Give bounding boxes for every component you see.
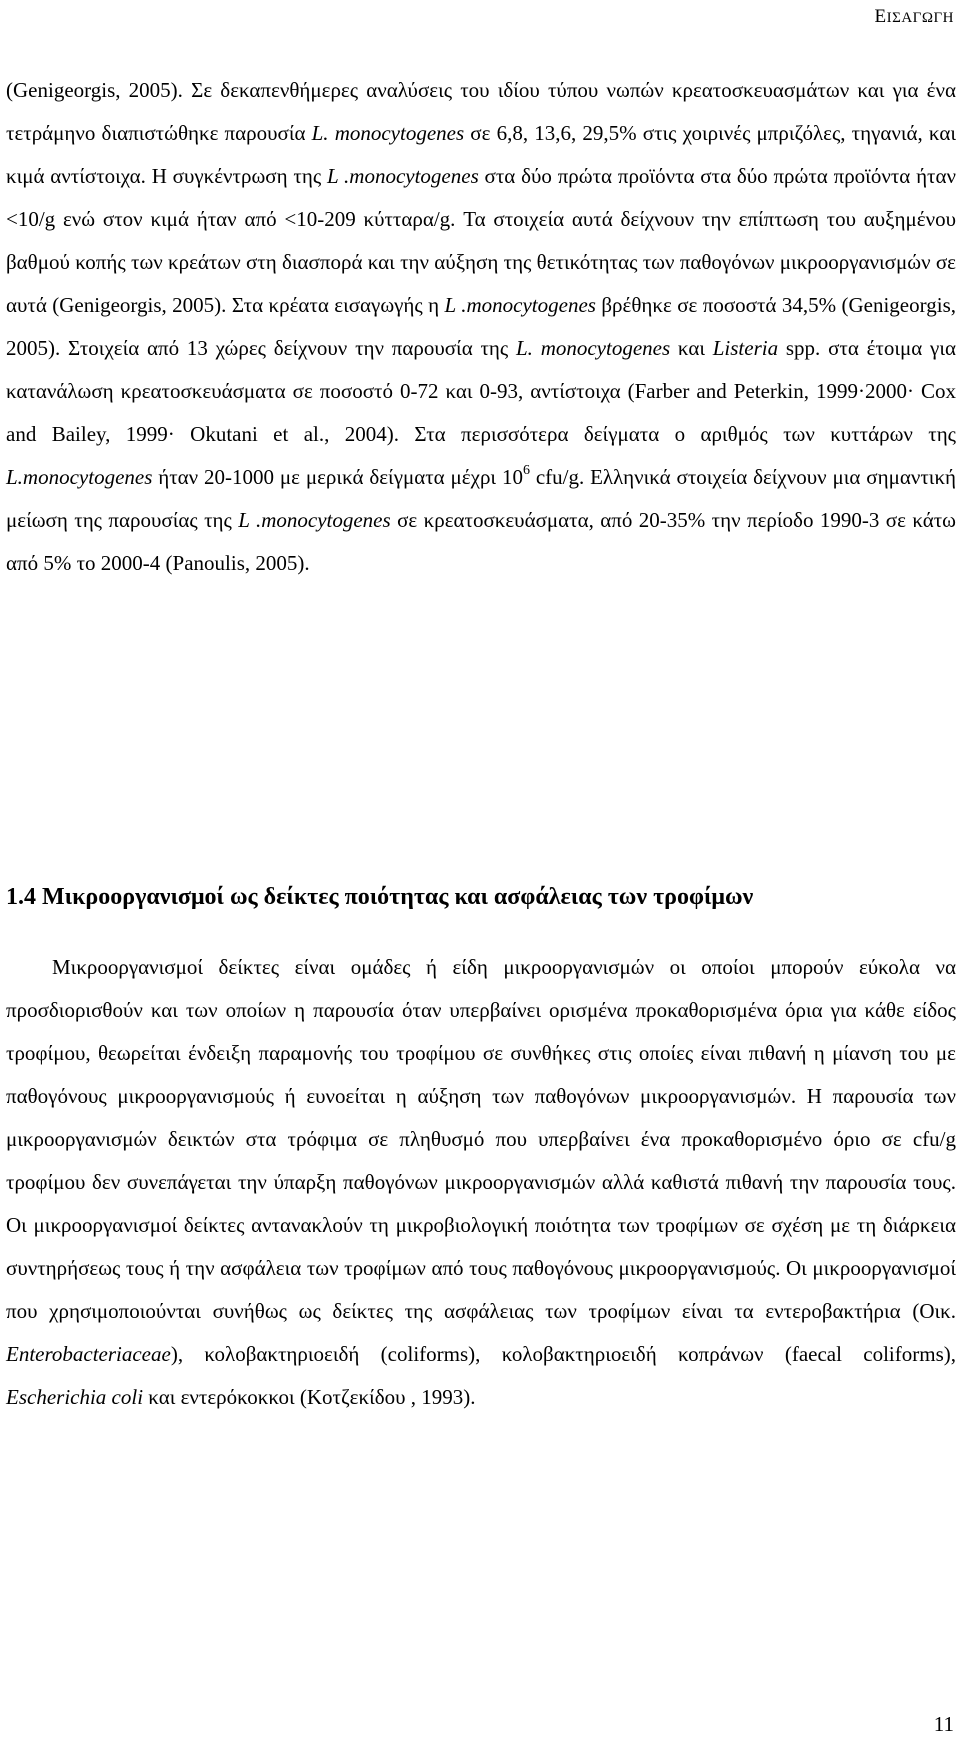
running-header-rest: ΙΣΑΓΩΓΗ (886, 10, 954, 26)
section-heading: 1.4 Μικροοργανισμοί ως δείκτες ποιότητας και ασφάλειας των τροφίμων (6, 884, 754, 910)
species-name: L.monocytogenes (6, 465, 153, 489)
genus-name: Listeria (712, 336, 779, 360)
species-name: L. monocytogenes (516, 336, 671, 360)
running-header-initial: Ε (874, 6, 887, 27)
species-name: L. monocytogenes (311, 121, 465, 145)
paragraph-listeria-prevalence: (Genigeorgis, 2005). Σε δεκαπενθήμερες αναλύσεις του ιδίου τύπου νωπών κρεατοσκευασμάτων και για ένα τετράμηνο διαπιστώθηκε παρουσία L. monocytogenes σε 6,8, 13,6, 29,5% στις χοιρινές μπριζόλες, τηγανιά, και κιμά αντίστοιχα. Η συγκέντρωση της L .monocytogenes στα δύο πρώτα προϊόντα στα δύο πρώτα προϊόντα ήταν <10/g ενώ στον κιμά ήταν από <10-209 κύτταρα/g. Τα στοιχεία αυτά δείχνουν την επίπτωση του αυξημένου βαθμού κοπής των κρεάτων στη διασπορά και την αύξηση της θετικότητας των παθογόνων μικροοργανισμών σε αυτά (Genigeorgis, 2005). Στα κρέατα εισαγωγής η L .monocytogenes βρέθηκε σε ποσοστά 34,5% (Genigeorgis, 2005). Στοιχεία από 13 χώρες δείχνουν την παρουσία της L. monocytogenes και Listeria spp. στα έτοιμα για κατανάλωση κρεατοσκευάσματα σε ποσοστό 0-72 και 0-93, αντίστοιχα (Farber and Peterkin, 1999·2000· Cox and Bailey, 1999· Okutani et al., 2004). Στα περισσότερα δείγματα ο αριθμός των κυττάρων της L.monocytogenes ήταν 20-1000 με μερικά δείγματα μέχρι $10^6$ cfu/g. Ελληνικά στοιχεία δείχνουν μια σημαντική μείωση της παρουσίας της L .monocytogenes σε κρεατοσκευάσματα, από 20-35% την περίοδο 1990-3 σε κάτω από 5% το 2000-4 (Panoulis, 2005). (6, 78, 957, 575)
paragraph-indicator-microorganisms: Μικροοργανισμοί δείκτες είναι ομάδες ή είδη μικροοργανισμών οι οποίοι μπορούν εύκολα να προσδιορισθούν και των οποίων η παρουσία όταν υπερβαίνει ορισμένα προκαθορισμένα όρια για κάθε είδος τροφίμου, θεωρείται ένδειξη παραμονής του τροφίμου σε συνθήκες στις οποίες είναι πιθανή η μίανση του με παθογόνους μικροοργανισμούς ή ευνοείται η αύξηση των παθογόνων μικροοργανισμών. Η παρουσία των μικροοργανισμών δεικτών στα τρόφιμα σε πληθυσμό που υπερβαίνει ένα προκαθορισμένο όριο σε cfu/g τροφίμου δεν συνεπάγεται την ύπαρξη παθογόνων μικροοργανισμών αλλά καθιστά πιθανή την παρουσία τους. Οι μικροοργανισμοί δείκτες αντανακλούν τη μικροβιολογική ποιότητα των τροφίμων σε σχέση με τη διάρκεια συντηρήσεως τους ή την ασφάλεια των τροφίμων από τους παθογόνους μικροοργανισμούς. Οι μικροοργανισμοί που χρησιμοποιούνται συνήθως ως δείκτες της ασφάλειας των τροφίμων είναι τα εντεροβακτήρια (Οικ. Enterobacteriaceae), κολοβακτηριοειδή (coliforms), κολοβακτηριοειδή κοπράνων (faecal coliforms), Escherichia coli και εντερόκοκκοι (Κοτζεκίδου , 1993). (6, 955, 956, 1409)
running-header (875, 6, 955, 28)
family-name: Enterobacteriaceae (6, 1342, 171, 1366)
species-name: L .monocytogenes (326, 164, 479, 188)
species-name: L .monocytogenes (444, 293, 596, 317)
species-name: L .monocytogenes (238, 508, 391, 532)
exponent: 6 (522, 463, 530, 478)
page-number: 11 (933, 1712, 954, 1736)
species-name: Escherichia coli (6, 1385, 144, 1409)
